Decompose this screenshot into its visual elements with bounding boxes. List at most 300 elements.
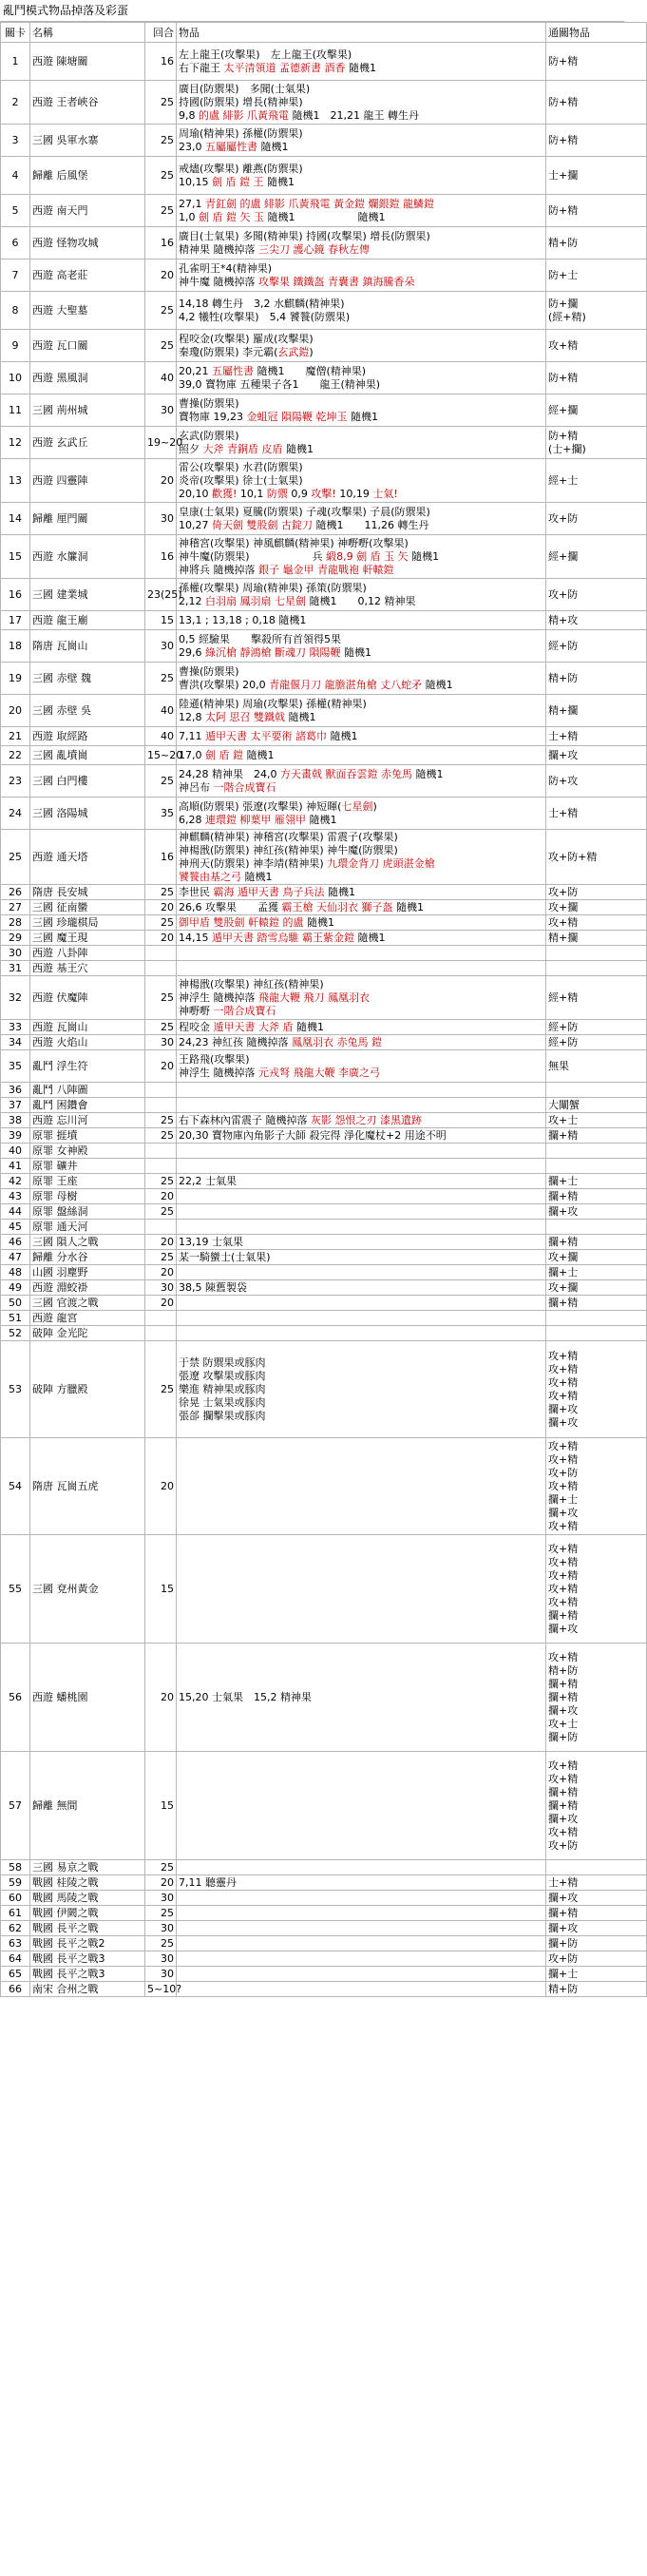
item-line: [179, 871, 543, 884]
round-count: 15: [145, 1535, 177, 1644]
drop-items: [177, 227, 546, 260]
reward-line: 攻+精: [548, 1452, 579, 1466]
stage-name: 三國 征南蠻: [30, 900, 145, 915]
item-line: [179, 83, 543, 96]
item-text: 李世民: [179, 885, 214, 898]
reward-line: 無果: [548, 1059, 569, 1072]
round-count: 25: [145, 292, 177, 330]
stage-number: 6: [1, 227, 30, 260]
reward-line: 士+攔: [548, 168, 579, 182]
reward-line: 攔+攻: [548, 1506, 579, 1519]
item-text: 23,0: [179, 140, 205, 153]
item-line: [179, 1691, 543, 1704]
drop-items: [177, 157, 546, 195]
drop-items: [177, 1020, 546, 1035]
stage-number: 45: [1, 1220, 30, 1235]
item-line: [179, 537, 543, 550]
item-text: 玄武(防禦果): [179, 429, 239, 442]
table-row: [1, 43, 647, 81]
stage-number: 25: [1, 830, 30, 885]
table-row: [1, 765, 647, 798]
item-text: 隨機1 隨機1: [264, 210, 386, 223]
round-count: 25: [145, 1341, 177, 1438]
item-text: 神牛魔 隨機掉落: [179, 275, 258, 288]
round-count: 25: [145, 330, 177, 362]
stage-number: 23: [1, 765, 30, 798]
reward-line: 攔+士: [548, 1265, 579, 1278]
stage-name: 戰國 伊闕之戰: [30, 1906, 145, 1921]
item-line: [179, 488, 543, 501]
item-line: [179, 768, 543, 781]
stage-number: 29: [1, 931, 30, 946]
stage-name: 西遊 玄武丘: [30, 427, 145, 459]
table-row: [1, 931, 647, 946]
item-text: 雷公(攻擊果) 水君(防禦果): [179, 460, 303, 473]
stage-number: 63: [1, 1936, 30, 1951]
stage-name: 西遊 忘川河: [30, 1113, 145, 1128]
stage-number: 60: [1, 1891, 30, 1906]
round-count: 25: [145, 1174, 177, 1189]
stage-number: 36: [1, 1083, 30, 1098]
item-text: 張郃 攔擊果或豚肉: [179, 1409, 266, 1422]
reward-line: 攻+防: [548, 1951, 579, 1965]
reward-line: 經+攔: [548, 549, 579, 563]
reward-line: 攔+精: [548, 1798, 579, 1812]
item-line: [179, 800, 543, 814]
stage-name: 西遊 水簾洞: [30, 535, 145, 579]
item-line: [179, 1281, 543, 1295]
stage-name: 戰國 長平之戰2: [30, 1936, 145, 1951]
round-count: 30: [145, 630, 177, 663]
stage-name: 原罪 母樹: [30, 1189, 145, 1204]
drop-items: [177, 1128, 546, 1144]
stage-name: 破陣 方臘殿: [30, 1341, 145, 1438]
stage-name: 三國 官渡之戰: [30, 1296, 145, 1311]
item-text: 20,30 寶物庫內角影子大師 殺完得 淨化魔杖+2 用途不明: [179, 1128, 447, 1142]
clear-reward: [546, 1875, 647, 1891]
drop-items: [177, 1906, 546, 1921]
item-text: 24,28 精神果 24,0: [179, 767, 280, 780]
reward-line: 攻+精: [548, 338, 579, 352]
drop-items: [177, 1951, 546, 1967]
clear-reward: [546, 1250, 647, 1265]
clear-reward: [546, 695, 647, 727]
stage-number: 49: [1, 1280, 30, 1296]
table-row: [1, 195, 647, 227]
reward-line: 攔+攻: [548, 748, 579, 761]
item-text: 神牛魔(防禦果) 兵: [179, 549, 327, 563]
highlight-item: 遁甲天書 太平要術 諸葛巾: [205, 729, 327, 742]
item-text: 1,0: [179, 210, 199, 223]
table-row: [1, 630, 647, 663]
item-line: [179, 646, 543, 660]
stage-name: 破陣 金光陀: [30, 1326, 145, 1341]
clear-reward: [546, 1144, 647, 1159]
highlight-item: 五屬性書: [212, 364, 254, 377]
item-text: 隨機1: [293, 1020, 324, 1033]
clear-reward: [546, 81, 647, 125]
item-text: ): [309, 345, 314, 358]
item-text: 13,1 ; 13,18 ; 0,18 隨機1: [179, 613, 307, 626]
highlight-item: 元戎弩 飛龍大鞭 李廣之弓: [258, 1066, 380, 1079]
drop-items: [177, 931, 546, 946]
reward-line: 攻+精: [548, 1582, 579, 1595]
reward-line: 防+精: [548, 429, 579, 442]
item-line: [179, 1876, 543, 1890]
item-line: [179, 109, 543, 123]
drop-items: [177, 362, 546, 394]
item-text: 12,8: [179, 710, 205, 723]
table-row: [1, 1128, 647, 1144]
item-line: [179, 595, 543, 608]
highlight-item: 一階合成寶石: [213, 780, 276, 794]
item-line: [179, 1396, 543, 1410]
round-count: 25: [145, 885, 177, 900]
item-text: 13,19 士氣果: [179, 1235, 243, 1248]
drop-items: [177, 1967, 546, 1982]
item-line: [179, 1236, 543, 1249]
highlight-item: 太平清領道 孟德新書 酒香: [223, 61, 346, 74]
drop-items: [177, 961, 546, 976]
table-row: [1, 503, 647, 535]
clear-reward: [546, 1083, 647, 1098]
item-line: [179, 519, 543, 532]
highlight-item: 一階合成寶石: [213, 1004, 276, 1017]
stage-name: 原罪 王座: [30, 1174, 145, 1189]
drop-items: [177, 394, 546, 427]
highlight-item: 大斧 青銅盾 皮盾: [202, 442, 283, 455]
round-count: 20: [145, 1296, 177, 1311]
clear-reward: [546, 830, 647, 885]
table-row: [1, 1951, 647, 1967]
round-count: [145, 1326, 177, 1341]
stage-number: 28: [1, 915, 30, 931]
item-line: [179, 1053, 543, 1067]
item-text: 10,27: [179, 518, 212, 531]
reward-line: 防+攔: [548, 297, 579, 310]
item-line: [179, 564, 543, 577]
stage-name: 三國 建業城: [30, 579, 145, 611]
clear-reward: [546, 798, 647, 830]
highlight-item: 遁甲天書 踏雪烏騅 霸王紫金鎧: [212, 931, 354, 944]
stage-name: 西遊 黑風洞: [30, 362, 145, 394]
drop-items: [177, 292, 546, 330]
stage-name: 原罪 盤絲洞: [30, 1204, 145, 1220]
stage-name: 西遊 高老莊: [30, 260, 145, 292]
round-count: [145, 946, 177, 961]
table-row: [1, 1967, 647, 1982]
drop-items: [177, 915, 546, 931]
stage-name: 西遊 伏魔陣: [30, 976, 145, 1020]
highlight-item: 霸海 遁甲天書 鳥子兵法: [213, 885, 325, 898]
item-text: 皇康(士氣果) 夏騰(防禦果) 子魂(攻擊果) 子晨(防禦果): [179, 505, 430, 518]
table-row: [1, 900, 647, 915]
item-text: 4,2 犧牲(攻擊果) 5,4 饕餮(防禦果): [179, 310, 351, 323]
stage-number: 37: [1, 1098, 30, 1113]
item-text: 戒燼(攻擊果) 離燕(防禦果): [179, 162, 303, 175]
stage-name: 戰國 長平之戰: [30, 1921, 145, 1936]
reward-line: 攻+精: [548, 1362, 579, 1375]
highlight-item: 攻擊!: [311, 487, 336, 500]
item-line: [179, 230, 543, 243]
table-row: [1, 976, 647, 1020]
table-row: [1, 227, 647, 260]
stage-name: 西遊 南天門: [30, 195, 145, 227]
highlight-item: 鳳凰羽衣 赤兔馬 鎧: [291, 1035, 382, 1048]
item-text: 24,23 神紅孩 隨機掉落: [179, 1035, 292, 1048]
item-line: [179, 749, 543, 762]
clear-reward: [546, 746, 647, 765]
round-count: 20: [145, 459, 177, 503]
clear-reward: [546, 1189, 647, 1204]
reward-line: 經+士: [548, 473, 579, 487]
item-text: 7,11 聽靈丹: [179, 1875, 237, 1889]
stage-name: 隋唐 瓦崗五虎: [30, 1438, 145, 1535]
item-line: [179, 298, 543, 311]
drop-items: [177, 611, 546, 630]
item-line: [179, 1067, 543, 1080]
table-row: [1, 1296, 647, 1311]
item-text: 隨機1: [324, 885, 355, 898]
reward-line: 攔+攻: [548, 1921, 579, 1934]
clear-reward: [546, 579, 647, 611]
reward-line: 攻+精: [548, 1519, 579, 1532]
item-text: 39,0 寶物庫 五種果子各1 龍王(精神果): [179, 377, 381, 391]
table-row: [1, 535, 647, 579]
table-row: [1, 695, 647, 727]
round-count: 16: [145, 227, 177, 260]
stage-number: 30: [1, 946, 30, 961]
highlight-item: 方天畫戟 獸面吞雲鎧 赤兔馬: [279, 767, 412, 780]
drop-items: [177, 946, 546, 961]
clear-reward: [546, 125, 647, 157]
clear-reward: [546, 1113, 647, 1128]
clear-reward: [546, 43, 647, 81]
item-text: 10,15: [179, 175, 212, 188]
stage-number: 57: [1, 1752, 30, 1860]
reward-line: 攻+精: [548, 1439, 579, 1452]
item-line: [179, 48, 543, 62]
stage-name: 西遊 八卦陣: [30, 946, 145, 961]
item-text: ): [372, 799, 377, 813]
stage-number: 56: [1, 1644, 30, 1752]
reward-line: 精+攔: [548, 703, 579, 717]
clear-reward: [546, 1438, 647, 1535]
reward-line: 攔+士: [548, 1492, 579, 1506]
clear-reward: [546, 195, 647, 227]
table-body: [1, 43, 647, 1997]
highlight-item: 綠沉槍 靜鴻槍 斷魂刀 隕陽鞭: [205, 645, 341, 659]
stage-name: 歸離 厘門關: [30, 503, 145, 535]
item-text: 廣目(防禦果) 多聞(士氣果): [179, 82, 311, 95]
drop-items: [177, 746, 546, 765]
item-text: 10,19: [335, 487, 373, 500]
stage-name: 戰國 馬陵之戰: [30, 1891, 145, 1906]
round-count: 25: [145, 1113, 177, 1128]
item-line: [179, 276, 543, 289]
item-text: 隨機1 魔僧(精神果): [254, 364, 367, 377]
item-line: [179, 1251, 543, 1264]
item-text: 7,11: [179, 729, 205, 742]
stage-number: 47: [1, 1250, 30, 1265]
round-count: 35: [145, 798, 177, 830]
round-count: 40: [145, 727, 177, 746]
table-row: [1, 125, 647, 157]
round-count: 20: [145, 1438, 177, 1535]
item-text: 程咬金(攻擊果) 羅成(攻擊果): [179, 332, 314, 345]
stage-name: 原罪 女神殿: [30, 1144, 145, 1159]
table-row: [1, 1189, 647, 1204]
item-text: 17,0: [179, 748, 205, 761]
highlight-item: 的盧 緋影 爪黃飛電: [199, 108, 289, 122]
table-row: [1, 885, 647, 900]
item-line: [179, 679, 543, 692]
stage-name: 西遊 龍宮: [30, 1311, 145, 1326]
stage-number: 7: [1, 260, 30, 292]
clear-reward: [546, 459, 647, 503]
header-items: 物品: [177, 23, 546, 43]
clear-reward: [546, 611, 647, 630]
stage-name: 西遊 陳塘關: [30, 43, 145, 81]
item-line: [179, 127, 543, 141]
drop-items: [177, 1936, 546, 1951]
stage-number: 12: [1, 427, 30, 459]
item-line: [179, 411, 543, 424]
drop-items: [177, 503, 546, 535]
item-text: 隨機1: [263, 175, 295, 188]
item-text: 隨機1: [241, 870, 273, 883]
table-row: [1, 1341, 647, 1438]
clear-reward: [546, 1752, 647, 1860]
reward-line: 攔+精: [548, 1690, 579, 1703]
highlight-item: 歡獲!: [212, 487, 238, 500]
reward-line: 攔+精: [548, 1235, 579, 1248]
item-text: 38,5 陳舊製袋: [179, 1280, 247, 1294]
drop-items: [177, 1113, 546, 1128]
item-text: 精神果 隨機掉落: [179, 242, 258, 256]
round-count: [145, 1083, 177, 1098]
highlight-item: 飛龍大鞭 飛刀 鳳凰羽衣: [258, 990, 370, 1004]
clear-reward: [546, 227, 647, 260]
item-text: 隨機1: [282, 442, 314, 455]
stage-number: 42: [1, 1174, 30, 1189]
table-row: [1, 292, 647, 330]
item-text: 0,5 經驗果 擊殺所有首領得5果: [179, 632, 341, 645]
stage-name: 亂鬥 八陣圖: [30, 1083, 145, 1098]
drop-items: [177, 1235, 546, 1250]
reward-line: 攔+攻: [548, 1622, 579, 1635]
item-text: 14,18 轉生丹 3,2 水麒麟(精神果): [179, 297, 345, 310]
stage-name: 三國 洛陽城: [30, 798, 145, 830]
highlight-item: 七星劍: [341, 799, 373, 813]
item-line: [179, 831, 543, 844]
drop-items: [177, 900, 546, 915]
reward-line: 精+防: [548, 236, 579, 249]
clear-reward: [546, 157, 647, 195]
clear-reward: [546, 1020, 647, 1035]
item-line: [179, 346, 543, 359]
clear-reward: [546, 1326, 647, 1341]
drop-items: [177, 195, 546, 227]
drop-items: [177, 1875, 546, 1891]
clear-reward: [546, 900, 647, 915]
item-text: 神稽宮(攻擊果) 神風麒麟(精神果) 神嘢嘢(攻擊果): [179, 536, 409, 549]
item-line: [179, 141, 543, 154]
stage-number: 32: [1, 976, 30, 1020]
item-text: 20,21: [179, 364, 212, 377]
round-count: 15: [145, 1752, 177, 1860]
stage-number: 40: [1, 1144, 30, 1159]
round-count: 30: [145, 1921, 177, 1936]
table-row: [1, 915, 647, 931]
stage-name: 歸離 后風堡: [30, 157, 145, 195]
table-row: [1, 1050, 647, 1083]
item-line: [179, 506, 543, 519]
reward-line: 經+防: [548, 1020, 579, 1033]
highlight-item: 御甲盾 雙股劍 軒轅鎧 的盧: [179, 915, 304, 929]
highlight-item: 青龍偃月刀 龍膽湛角槍 丈八蛇矛: [269, 678, 423, 691]
drop-items: [177, 260, 546, 292]
highlight-item: 玄武鎧: [277, 345, 310, 358]
stage-name: 西遊 取經路: [30, 727, 145, 746]
item-line: [179, 443, 543, 456]
reward-line: 攻+精: [548, 1825, 579, 1838]
item-text: 隨機1: [257, 140, 289, 153]
item-line: [179, 211, 543, 224]
highlight-item: 青釭劍 的盧 緋影 爪黃飛電 黃金鎧 爛銀鎧 龍鱗鎧: [205, 197, 434, 210]
stage-name: 西遊 通天塔: [30, 830, 145, 885]
table-row: [1, 1311, 647, 1326]
stage-number: 48: [1, 1265, 30, 1280]
stage-number: 33: [1, 1020, 30, 1035]
reward-line: 攻+精: [548, 1595, 579, 1608]
clear-reward: [546, 1644, 647, 1752]
stage-name: 西遊 瓦口關: [30, 330, 145, 362]
table-row: [1, 157, 647, 195]
reward-line: 攻+精: [548, 1555, 579, 1568]
stage-number: 24: [1, 798, 30, 830]
drop-items: [177, 579, 546, 611]
round-count: [145, 1144, 177, 1159]
item-text: 神嘢嘢: [179, 1004, 214, 1017]
reward-line: 攔+精: [548, 1189, 579, 1202]
item-line: [179, 633, 543, 646]
stage-number: 35: [1, 1050, 30, 1083]
table-row: [1, 1159, 647, 1174]
stage-number: 26: [1, 885, 30, 900]
item-text: 孔雀明王*4(精神果): [179, 261, 273, 275]
highlight-item: 三尖刀 護心鏡 春秋左傳: [258, 242, 370, 256]
table-row: [1, 1035, 647, 1050]
stage-number: 21: [1, 727, 30, 746]
drop-items: [177, 1438, 546, 1535]
item-text: 照夕: [179, 442, 203, 455]
stage-name: 隋唐 長安城: [30, 885, 145, 900]
table-row: [1, 1535, 647, 1644]
stage-name: 西遊 王者峽谷: [30, 81, 145, 125]
reward-line: 精+攔: [548, 931, 579, 944]
item-line: [179, 1114, 543, 1127]
item-text: 某一騎蠻士(士氣果): [179, 1250, 271, 1263]
item-text: 隨機1: [411, 767, 444, 780]
round-count: 30: [145, 1967, 177, 1982]
table-row: [1, 1644, 647, 1752]
table-row: [1, 1326, 647, 1341]
table-row: [1, 1921, 647, 1936]
drop-items: [177, 1220, 546, 1235]
item-line: [179, 1129, 543, 1143]
table-row: [1, 1906, 647, 1921]
